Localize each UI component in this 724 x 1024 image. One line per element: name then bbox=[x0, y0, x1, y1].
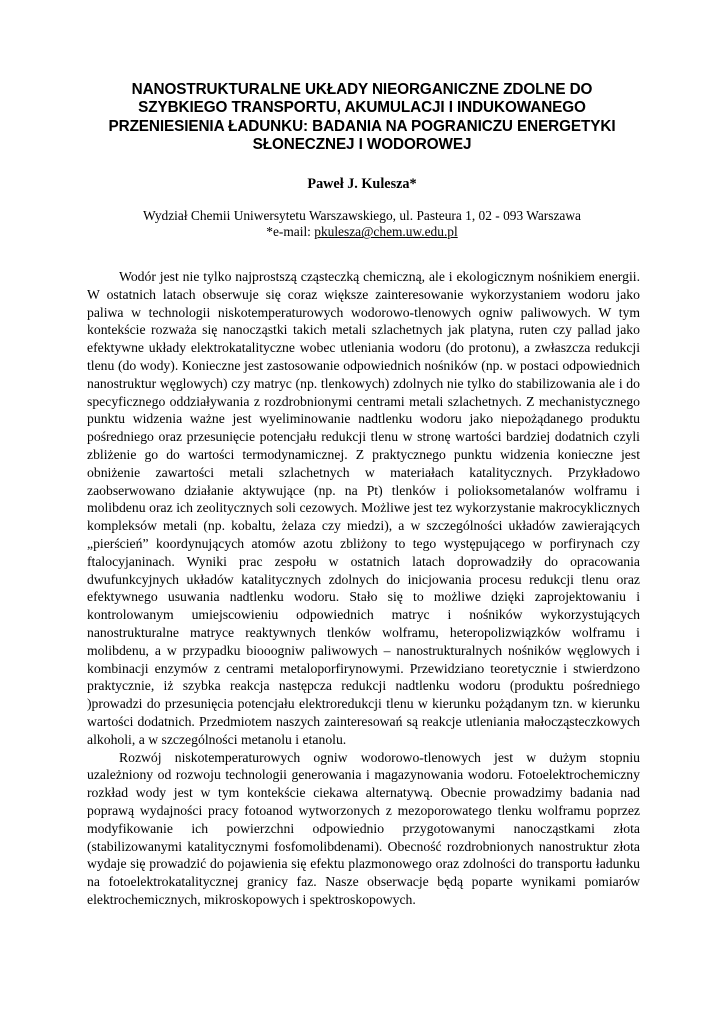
body-paragraph-2: Rozwój niskotemperaturowych ogniw wodorowo-tlenowych jest w dużym stopniu uzależniony od rozwoju technologii generowania i magazynowania wodoru. Fotoelektrochemiczny rozkład wody jest w tym kontekście ciekawa alternatywą. Obecnie prowadzimy badania nad poprawą wydajności pracy fotoanod wytworzonych z mezoporowatego tlenku wolframu poprzez modyfikowanie ich powierzchni odpowiednio przygotowanymi nanocząstkami złota (stabilizowanymi katalitycznymi fosfomolibdenami). Obecność rozdrobnionych nanostruktur złota wydaje się prowadzić do pojawienia się efektu plazmonowego oraz zdolności do transportu ładunku na fotoelektrokatalitycznej granicy faz. Nasze obserwacje będą poparte wynikami pomiarów elektrochemicznych, mikroskopowych i spektroskopowych. bbox=[87, 749, 640, 907]
author-name: Paweł J. Kulesza* bbox=[307, 176, 417, 192]
institution-line: Wydział Chemii Uniwersytetu Warszawskiego, ul. Pasteura 1, 02 - 093 Warszawa bbox=[143, 208, 581, 223]
affiliation-block bbox=[0, 208, 724, 241]
paper-title: NANOSTRUKTURALNE UKŁADY NIEORGANICZNE ZDOLNE DO SZYBKIEGO TRANSPORTU, AKUMULACJI I INDUKOWANEGO PRZENIESIENIA ŁADUNKU: BADANIA NA POGRANICZU ENERGETYKI SŁONECZNEJ I WODOROWEJ bbox=[108, 81, 616, 154]
abstract-body bbox=[87, 268, 640, 909]
body-paragraph-1: Wodór jest nie tylko najprostszą cząsteczką chemiczną, ale i ekologicznym nośnikiem energii. W ostatnich latach obserwuje się coraz większe zainteresowanie wykorzystaniem wodoru jako paliwa w technologii niskotemperaturowych wodorowo-tlenowych ogniw paliwowych. W tym kontekście rozważa się nanocząstki takich metali szlachetnych jak platyna, ruten czy pallad jako efektywne układy elektrokatalityczne wobec utleniania wodoru (do protonu), a zwłaszcza redukcji tlenu (do wody). Konieczne jest zastosowanie odpowiednich nośników (np. w postaci odpowiednich nanostruktur węglowych) czy matryc (np. tlenkowych) zdolnych nie tylko do stabilizowania ale i do specyficznego oddziaływania z rozdrobnionymi centrami metali szlachetnych. Z mechanistycznego punktu widzenia ważne jest wyeliminowanie nadtlenku wodoru jako niepożądanego produktu pośredniego oraz przesunięcie potencjału redukcji tlenu w stronę wartości bardziej dodatnich czyli zbliżenie go do wartości termodynamicznej. Z praktycznego punktu widzenia konieczne jest obniżenie zawartości metali szlachetnych w materiałach katalitycznych. Przykładowo zaobserwowano działanie aktywujące (np. na Pt) tlenków i polioksometalanów wolframu i molibdenu oraz ich zeolitycznych soli cezowych. Możliwe jest tez wykorzystanie makrocyklicznych kompleksów metali (np. kobaltu, żelaza czy miedzi), a w szczególności układów zawierających „pierścień” koordynujących atomów azotu zbliżony to tego występującego w porfirynach czy ftalocyjaninach. Wyniki prac zespołu w ostatnich latach doprowadziły do opracowania dwufunkcyjnych układów katalitycznych zdolnych do inicjowania procesu redukcji tlenu oraz efektywnego usuwania nadtlenku wodoru. Stało się to możliwe dzięki zaprojektowaniu i kontrolowanym umiejscowieniu odpowiednich matryc i nośników wykorzystujących nanostrukturalne matryce reaktywnych tlenków wolframu, heteropolizwiązków wolframu i molibdenu, a w przypadku biooogniw paliwowych – nanostrukturalnych nośników węglowych i kombinacji enzymów z centrami metaloporfirynowymi. Przewidziano teoretycznie i stwierdzono praktycznie, iż szybka reakcja następcza redukcji nadtlenku wodoru (produktu pośredniego )prowadzi do przesunięcia potencjału elektroredukcji tlenu w kierunku pożądanym tzn. w kierunku wartości dodatnich. Przedmiotem naszych zainteresowań są reakcje utleniania małocząsteczkowych alkoholi, a w szczególności metanolu i etanolu. bbox=[87, 269, 640, 747]
email-label: *e-mail: bbox=[266, 224, 315, 240]
email-link[interactable]: pkulesza@chem.uw.edu.pl bbox=[314, 224, 458, 240]
email-line bbox=[0, 224, 724, 240]
